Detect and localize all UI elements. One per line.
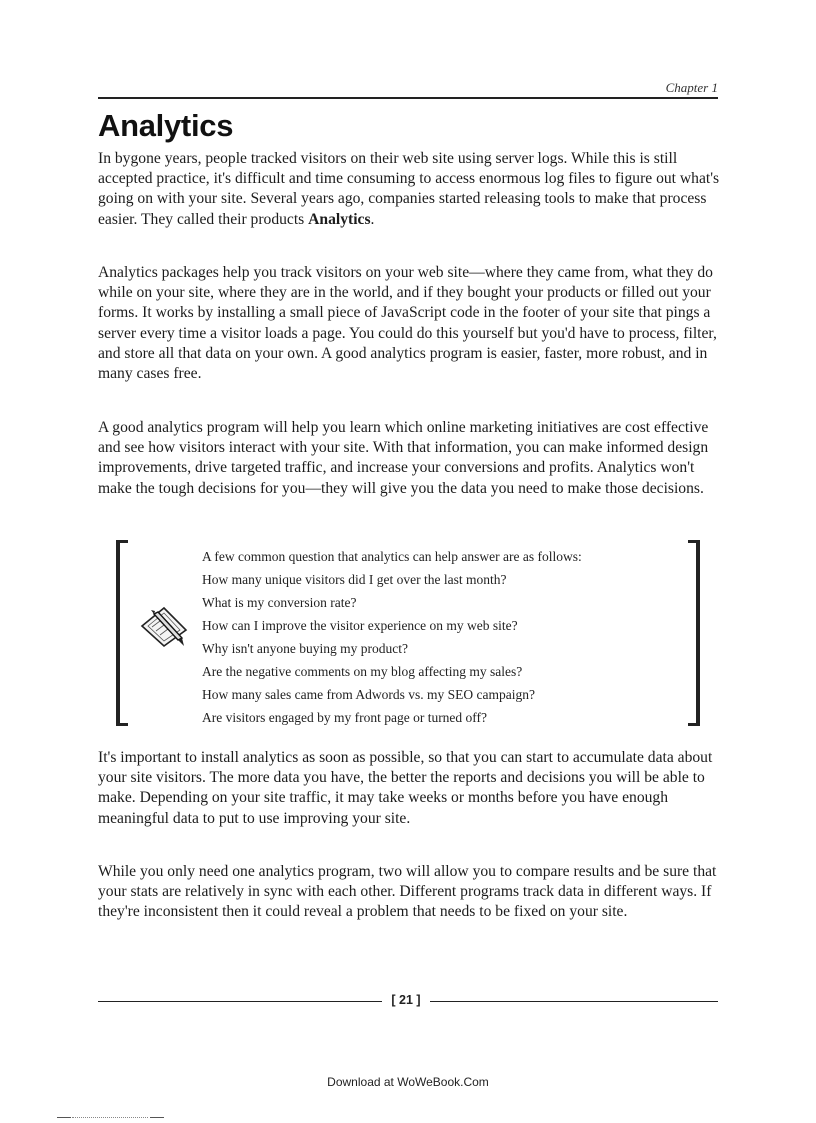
page-number: [ 21 ] — [391, 993, 421, 1007]
note-line: Are the negative comments on my blog affecting my sales? — [202, 664, 523, 679]
note-line: What is my conversion rate? — [202, 595, 357, 610]
footer-rule-left — [98, 1001, 382, 1002]
note-line: How many sales came from Adwords vs. my SEO campaign? — [202, 687, 535, 702]
download-note: Download at WoWeBook.Com — [327, 1075, 489, 1089]
note-line: A few common question that analytics can help answer are as follows: — [202, 549, 582, 564]
scan-mark — [57, 1117, 71, 1118]
note-pencil-icon — [134, 600, 194, 650]
header-rule — [98, 97, 718, 99]
paragraph-install-early: It's important to install analytics as soon as possible, so that you can start to accumulate data about your site visitors. The more data you have, the better the reports and decisions you will be able to make. Depending on your site traffic, it may take weeks or months before you have enough meaningful data to put to use improving your site. — [98, 749, 713, 827]
paragraph-intro-text: In bygone years, people tracked visitors on their web site using server logs. While this is still accepted practice, it's difficult and time consuming to access enormous log files to figure out what's going on with your site. Several years ago, companies started releasing tools to make that process easier. They called their products — [98, 150, 720, 228]
paragraph-intro — [98, 149, 720, 230]
note-line: How many unique visitors did I get over the last month? — [202, 572, 507, 587]
note-line: Are visitors engaged by my front page or turned off? — [202, 710, 488, 725]
analytics-term: Analytics — [308, 210, 371, 228]
chapter-label: Chapter 1 — [665, 80, 718, 95]
footer-rule-right — [430, 1001, 718, 1002]
note-list — [202, 545, 672, 729]
scan-mark — [72, 1117, 148, 1118]
note-bracket-left — [116, 540, 128, 726]
paragraph-two-programs: While you only need one analytics program, two will allow you to compare results and be sure that your stats are relatively in sync with each other. Different programs track data in different ways. If they're inconsistent then it could reveal a problem that needs to be fixed on your site. — [98, 863, 717, 921]
paragraph-intro-end: . — [370, 210, 375, 228]
paragraph-benefits: A good analytics program will help you learn which online marketing initiatives are cost effective and see how visitors interact with your site. With that information, you can make informed design improvements, drive targeted traffic, and increase your conversions and profits. Analytics won't make the tough decisions for you—they will give you the data you need to make those decisions. — [98, 419, 709, 497]
note-line: How can I improve the visitor experience on my web site? — [202, 618, 518, 633]
scan-mark — [150, 1117, 164, 1118]
note-line: Why isn't anyone buying my product? — [202, 641, 409, 656]
paragraph-packages: Analytics packages help you track visitors on your web site—where they came from, what they do while on your site, where they are in the world, and if they bought your products or filled out your forms. It works by installing a small piece of JavaScript code in the footer of your site that pings a server every time a visitor loads a page. You could do this yourself but you'd have to process, filter, and store all that data on your own. A good analytics program is easier, faster, more robust, and in many cases free. — [98, 264, 717, 383]
section-title: Analytics — [98, 108, 234, 143]
note-box — [116, 540, 700, 724]
note-bracket-right — [688, 540, 700, 726]
